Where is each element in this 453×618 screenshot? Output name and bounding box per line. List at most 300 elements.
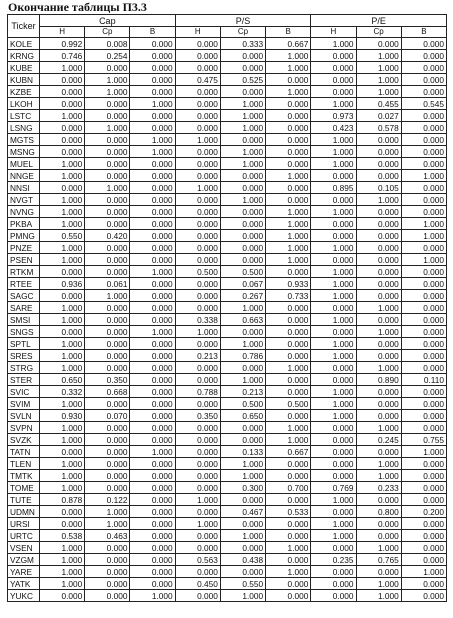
value-cell: 0.000 (175, 470, 220, 482)
value-cell: 0.000 (356, 410, 401, 422)
ticker-cell: PNZE (8, 242, 40, 254)
value-cell: 1.000 (266, 206, 311, 218)
value-cell: 0.000 (266, 110, 311, 122)
value-cell: 1.000 (85, 74, 130, 86)
value-cell: 1.000 (40, 158, 85, 170)
value-cell: 0.420 (85, 230, 130, 242)
value-cell: 0.000 (356, 242, 401, 254)
table-row (8, 314, 447, 326)
value-cell: 1.000 (266, 86, 311, 98)
ticker-cell: KZBE (8, 86, 40, 98)
value-cell: 0.000 (40, 446, 85, 458)
ticker-cell: URSI (8, 518, 40, 530)
value-cell: 0.000 (175, 398, 220, 410)
value-cell: 0.000 (311, 566, 356, 578)
value-cell: 0.000 (175, 302, 220, 314)
value-cell: 0.000 (356, 386, 401, 398)
value-cell: 0.000 (85, 434, 130, 446)
value-cell: 1.000 (311, 518, 356, 530)
value-cell: 0.000 (266, 326, 311, 338)
value-cell: 1.000 (40, 542, 85, 554)
value-cell: 0.000 (220, 218, 265, 230)
value-cell: 0.000 (401, 362, 446, 374)
value-cell: 1.000 (356, 62, 401, 74)
sub-header: B (266, 27, 311, 38)
value-cell: 1.000 (311, 338, 356, 350)
value-cell: 1.000 (266, 170, 311, 182)
sub-header: Cp (85, 27, 130, 38)
value-cell: 0.000 (175, 278, 220, 290)
value-cell: 0.500 (220, 266, 265, 278)
value-cell: 0.000 (85, 158, 130, 170)
table-row (8, 194, 447, 206)
value-cell: 0.000 (401, 458, 446, 470)
table-row (8, 182, 447, 194)
table-row (8, 494, 447, 506)
table-row (8, 74, 447, 86)
value-cell: 1.000 (40, 254, 85, 266)
value-cell: 0.000 (85, 326, 130, 338)
table-row (8, 362, 447, 374)
value-cell: 0.500 (266, 398, 311, 410)
value-cell: 0.000 (356, 566, 401, 578)
value-cell: 0.000 (130, 194, 175, 206)
value-cell: 0.350 (85, 374, 130, 386)
value-cell: 0.000 (266, 518, 311, 530)
group-header-cap: Cap (40, 15, 176, 27)
group-header-pe: P/E (311, 15, 447, 27)
value-cell: 0.105 (356, 182, 401, 194)
ticker-cell: UDMN (8, 506, 40, 518)
table-row (8, 266, 447, 278)
ticker-cell: LSNG (8, 122, 40, 134)
table-row (8, 110, 447, 122)
table-row (8, 458, 447, 470)
value-cell: 0.000 (266, 410, 311, 422)
value-cell: 1.000 (40, 578, 85, 590)
value-cell: 0.000 (85, 242, 130, 254)
value-cell: 0.000 (220, 50, 265, 62)
value-cell: 1.000 (40, 302, 85, 314)
table-row (8, 122, 447, 134)
value-cell: 0.267 (220, 290, 265, 302)
table-row (8, 374, 447, 386)
value-cell: 0.000 (401, 242, 446, 254)
table-row (8, 542, 447, 554)
value-cell: 1.000 (175, 326, 220, 338)
value-cell: 0.467 (220, 506, 265, 518)
table-row (8, 50, 447, 62)
value-cell: 1.000 (356, 194, 401, 206)
value-cell: 0.000 (85, 578, 130, 590)
value-cell: 1.000 (266, 254, 311, 266)
table-row (8, 398, 447, 410)
value-cell: 0.000 (311, 470, 356, 482)
value-cell: 1.000 (40, 206, 85, 218)
value-cell: 1.000 (175, 182, 220, 194)
value-cell: 0.000 (311, 374, 356, 386)
value-cell: 1.000 (220, 590, 265, 602)
value-cell: 0.000 (311, 254, 356, 266)
value-cell: 0.000 (311, 170, 356, 182)
value-cell: 0.000 (85, 362, 130, 374)
ticker-cell: RTEE (8, 278, 40, 290)
value-cell: 1.000 (356, 578, 401, 590)
value-cell: 0.000 (130, 122, 175, 134)
value-cell: 0.000 (220, 362, 265, 374)
ticker-cell: LSTC (8, 110, 40, 122)
value-cell: 0.000 (40, 122, 85, 134)
value-cell: 1.000 (130, 590, 175, 602)
value-cell: 0.000 (401, 278, 446, 290)
value-cell: 1.000 (175, 494, 220, 506)
ticker-cell: KUBE (8, 62, 40, 74)
ticker-cell: MUEL (8, 158, 40, 170)
value-cell: 0.973 (311, 110, 356, 122)
value-cell: 1.000 (85, 182, 130, 194)
value-cell: 0.000 (130, 458, 175, 470)
value-cell: 0.000 (175, 374, 220, 386)
value-cell: 0.333 (220, 38, 265, 50)
value-cell: 0.000 (130, 158, 175, 170)
value-cell: 0.000 (401, 590, 446, 602)
ticker-cell: YATK (8, 578, 40, 590)
value-cell: 0.423 (311, 122, 356, 134)
value-cell: 0.000 (266, 530, 311, 542)
value-cell: 1.000 (40, 218, 85, 230)
value-cell: 0.000 (401, 86, 446, 98)
value-cell: 0.000 (130, 110, 175, 122)
value-cell: 0.000 (311, 506, 356, 518)
value-cell: 1.000 (220, 98, 265, 110)
value-cell: 0.000 (356, 230, 401, 242)
value-cell: 0.000 (356, 494, 401, 506)
value-cell: 0.769 (311, 482, 356, 494)
value-cell: 0.000 (401, 302, 446, 314)
value-cell: 0.000 (175, 362, 220, 374)
value-cell: 1.000 (266, 50, 311, 62)
ticker-cell: YARE (8, 566, 40, 578)
value-cell: 0.000 (85, 266, 130, 278)
table-row (8, 422, 447, 434)
value-cell: 1.000 (220, 530, 265, 542)
value-cell: 1.000 (311, 530, 356, 542)
value-cell: 0.000 (130, 518, 175, 530)
value-cell: 1.000 (356, 590, 401, 602)
value-cell: 0.000 (356, 290, 401, 302)
value-cell: 0.000 (130, 290, 175, 302)
value-cell: 0.000 (85, 134, 130, 146)
value-cell: 1.000 (401, 566, 446, 578)
value-cell: 0.000 (356, 146, 401, 158)
value-cell: 1.000 (220, 470, 265, 482)
value-cell: 0.788 (175, 386, 220, 398)
value-cell: 0.008 (85, 38, 130, 50)
value-cell: 0.000 (130, 422, 175, 434)
sub-header: Cp (356, 27, 401, 38)
value-cell: 1.000 (220, 110, 265, 122)
value-cell: 1.000 (356, 74, 401, 86)
value-cell: 1.000 (40, 566, 85, 578)
sub-header: H (175, 27, 220, 38)
value-cell: 0.578 (356, 122, 401, 134)
value-cell: 0.000 (401, 314, 446, 326)
value-cell: 0.000 (356, 206, 401, 218)
value-cell: 1.000 (356, 302, 401, 314)
value-cell: 0.000 (401, 578, 446, 590)
value-cell: 1.000 (266, 434, 311, 446)
table-row (8, 218, 447, 230)
value-cell: 0.650 (40, 374, 85, 386)
value-cell: 1.000 (40, 470, 85, 482)
value-cell: 0.000 (401, 518, 446, 530)
value-cell: 0.000 (85, 590, 130, 602)
value-cell: 1.000 (401, 170, 446, 182)
value-cell: 1.000 (85, 290, 130, 302)
value-cell: 0.000 (266, 158, 311, 170)
value-cell: 1.000 (266, 566, 311, 578)
value-cell: 1.000 (130, 146, 175, 158)
ticker-cell: SNGS (8, 326, 40, 338)
table-row (8, 578, 447, 590)
ticker-cell: TMTK (8, 470, 40, 482)
value-cell: 0.000 (130, 578, 175, 590)
value-cell: 0.000 (130, 86, 175, 98)
value-cell: 0.000 (85, 446, 130, 458)
value-cell: 1.000 (311, 314, 356, 326)
value-cell: 0.000 (220, 182, 265, 194)
value-cell: 0.000 (40, 326, 85, 338)
value-cell: 0.000 (130, 338, 175, 350)
value-cell: 1.000 (356, 326, 401, 338)
ticker-cell: SPTL (8, 338, 40, 350)
value-cell: 0.000 (85, 470, 130, 482)
value-cell: 0.000 (130, 398, 175, 410)
value-cell: 0.463 (85, 530, 130, 542)
table-row (8, 350, 447, 362)
value-cell: 1.000 (130, 326, 175, 338)
value-cell: 0.000 (266, 350, 311, 362)
value-cell: 0.000 (175, 38, 220, 50)
value-cell: 1.000 (401, 230, 446, 242)
value-cell: 0.000 (130, 206, 175, 218)
value-cell: 0.525 (220, 74, 265, 86)
value-cell: 0.000 (266, 302, 311, 314)
value-cell: 0.000 (130, 278, 175, 290)
group-header-ps: P/S (175, 15, 311, 27)
value-cell: 0.000 (40, 266, 85, 278)
value-cell: 0.133 (220, 446, 265, 458)
value-cell: 0.733 (266, 290, 311, 302)
value-cell: 0.000 (175, 242, 220, 254)
value-cell: 0.000 (85, 542, 130, 554)
value-cell: 1.000 (311, 266, 356, 278)
value-cell: 0.000 (266, 554, 311, 566)
value-cell: 1.000 (40, 554, 85, 566)
table-row (8, 410, 447, 422)
value-cell: 0.000 (220, 62, 265, 74)
value-cell: 0.000 (130, 530, 175, 542)
value-cell: 0.000 (220, 326, 265, 338)
value-cell: 0.000 (311, 86, 356, 98)
value-cell: 0.000 (40, 98, 85, 110)
header-row-groups (8, 15, 447, 27)
value-cell: 0.000 (85, 98, 130, 110)
value-cell: 0.000 (401, 74, 446, 86)
value-cell: 0.000 (175, 158, 220, 170)
value-cell: 0.000 (356, 158, 401, 170)
value-cell: 0.000 (175, 194, 220, 206)
value-cell: 0.663 (220, 314, 265, 326)
value-cell: 0.000 (311, 230, 356, 242)
value-cell: 0.332 (40, 386, 85, 398)
value-cell: 1.000 (401, 254, 446, 266)
value-cell: 0.668 (85, 386, 130, 398)
value-cell: 0.000 (401, 38, 446, 50)
table-caption: Окончание таблицы П3.3 (8, 0, 147, 14)
value-cell: 0.000 (356, 518, 401, 530)
value-cell: 0.500 (220, 398, 265, 410)
value-cell: 0.000 (311, 218, 356, 230)
value-cell: 0.000 (175, 170, 220, 182)
value-cell: 1.000 (40, 350, 85, 362)
value-cell: 0.000 (40, 506, 85, 518)
value-cell: 0.563 (175, 554, 220, 566)
value-cell: 1.000 (40, 458, 85, 470)
value-cell: 0.000 (175, 290, 220, 302)
value-cell: 1.000 (311, 398, 356, 410)
value-cell: 1.000 (311, 38, 356, 50)
value-cell: 1.000 (220, 146, 265, 158)
value-cell: 0.000 (266, 386, 311, 398)
value-cell: 0.450 (175, 578, 220, 590)
value-cell: 0.000 (356, 278, 401, 290)
ticker-cell: MSNG (8, 146, 40, 158)
value-cell: 1.000 (40, 170, 85, 182)
value-cell: 0.000 (401, 206, 446, 218)
value-cell: 0.000 (266, 314, 311, 326)
value-cell: 0.000 (356, 266, 401, 278)
value-cell: 0.000 (356, 338, 401, 350)
ticker-cell: URTC (8, 530, 40, 542)
value-cell: 0.000 (175, 434, 220, 446)
value-cell: 0.000 (401, 50, 446, 62)
value-cell: 0.000 (85, 170, 130, 182)
value-cell: 0.350 (175, 410, 220, 422)
sub-header: B (401, 27, 446, 38)
value-cell: 1.000 (266, 218, 311, 230)
value-cell: 1.000 (40, 422, 85, 434)
value-cell: 1.000 (40, 314, 85, 326)
value-cell: 0.000 (401, 338, 446, 350)
value-cell: 0.000 (40, 518, 85, 530)
table-row (8, 278, 447, 290)
value-cell: 0.000 (175, 218, 220, 230)
value-cell: 0.000 (85, 398, 130, 410)
value-cell: 0.000 (130, 566, 175, 578)
value-cell: 0.000 (266, 470, 311, 482)
sub-header: B (130, 27, 175, 38)
value-cell: 0.000 (356, 530, 401, 542)
value-cell: 0.000 (266, 182, 311, 194)
value-cell: 0.475 (175, 74, 220, 86)
value-cell: 0.000 (220, 494, 265, 506)
ticker-cell: MGTS (8, 134, 40, 146)
value-cell: 0.000 (85, 314, 130, 326)
value-cell: 1.000 (311, 98, 356, 110)
ticker-cell: SVPN (8, 422, 40, 434)
value-cell: 0.000 (130, 410, 175, 422)
value-cell: 0.538 (40, 530, 85, 542)
value-cell: 0.000 (220, 518, 265, 530)
value-cell: 0.000 (311, 578, 356, 590)
value-cell: 1.000 (311, 158, 356, 170)
value-cell: 0.070 (85, 410, 130, 422)
value-cell: 1.000 (40, 110, 85, 122)
value-cell: 0.755 (401, 434, 446, 446)
value-cell: 0.895 (311, 182, 356, 194)
sub-header: Cp (220, 27, 265, 38)
value-cell: 0.000 (220, 170, 265, 182)
value-cell: 0.000 (85, 350, 130, 362)
value-cell: 0.000 (130, 494, 175, 506)
value-cell: 0.000 (130, 374, 175, 386)
ticker-cell: VSEN (8, 542, 40, 554)
value-cell: 0.890 (356, 374, 401, 386)
value-cell: 0.245 (356, 434, 401, 446)
value-cell: 0.000 (401, 146, 446, 158)
value-cell: 1.000 (311, 242, 356, 254)
value-cell: 1.000 (85, 506, 130, 518)
value-cell: 0.000 (266, 494, 311, 506)
ticker-cell: STER (8, 374, 40, 386)
ticker-cell: PKBA (8, 218, 40, 230)
value-cell: 0.650 (220, 410, 265, 422)
value-cell: 0.000 (85, 110, 130, 122)
ticker-cell: SMSI (8, 314, 40, 326)
value-cell: 1.000 (175, 134, 220, 146)
value-cell: 0.000 (311, 422, 356, 434)
value-cell: 0.000 (40, 74, 85, 86)
table-row (8, 290, 447, 302)
value-cell: 0.000 (311, 458, 356, 470)
value-cell: 0.000 (130, 218, 175, 230)
ticker-cell: TUTE (8, 494, 40, 506)
table-row (8, 62, 447, 74)
value-cell: 0.936 (40, 278, 85, 290)
table-row (8, 326, 447, 338)
ticker-cell: SVIC (8, 386, 40, 398)
value-cell: 0.000 (85, 146, 130, 158)
value-cell: 0.000 (175, 542, 220, 554)
value-cell: 0.000 (266, 374, 311, 386)
value-cell: 0.000 (311, 74, 356, 86)
value-cell: 1.000 (266, 362, 311, 374)
table-row (8, 86, 447, 98)
value-cell: 0.000 (175, 86, 220, 98)
value-cell: 0.000 (175, 566, 220, 578)
value-cell: 0.000 (85, 218, 130, 230)
ticker-cell: SARE (8, 302, 40, 314)
value-cell: 0.000 (266, 578, 311, 590)
value-cell: 0.067 (220, 278, 265, 290)
value-cell: 1.000 (266, 230, 311, 242)
table-row (8, 482, 447, 494)
table-row (8, 518, 447, 530)
table-row (8, 98, 447, 110)
value-cell: 0.000 (40, 146, 85, 158)
ticker-cell: NVNG (8, 206, 40, 218)
